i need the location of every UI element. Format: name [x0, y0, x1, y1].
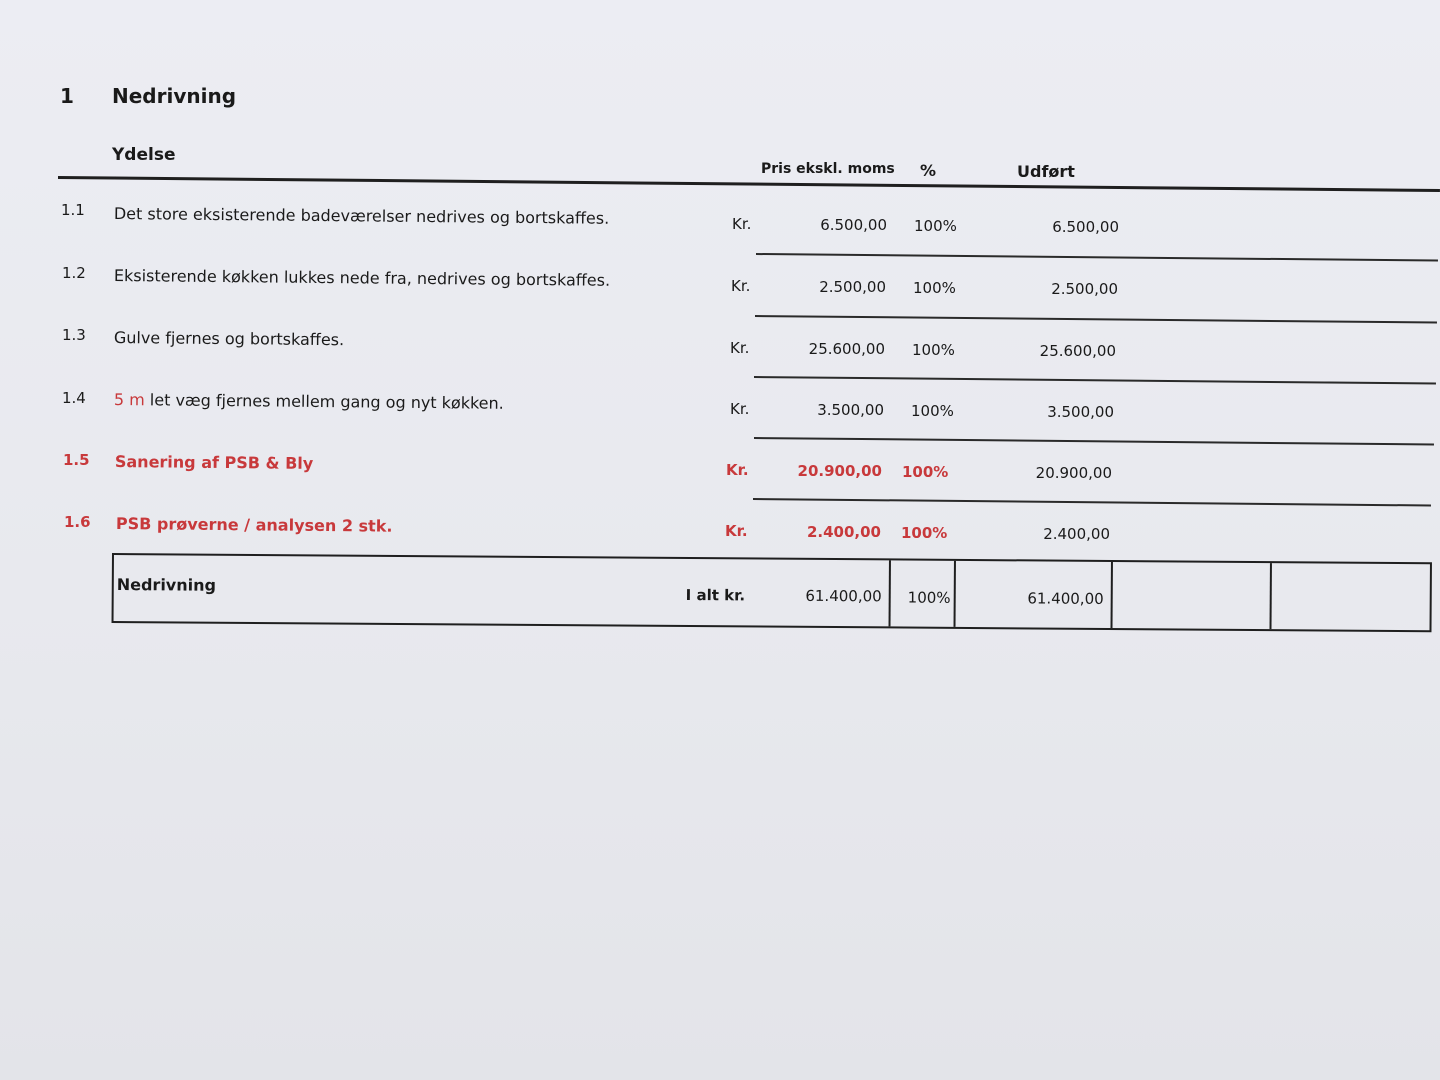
row-rule	[754, 437, 1434, 446]
row-description: Gulve fjernes og bortskaffes.	[113, 328, 345, 350]
row-price: 2.500,00	[819, 278, 886, 296]
section-number: 1	[60, 84, 74, 108]
row-kr: Kr.	[726, 461, 749, 479]
row-price: 2.400,00	[806, 523, 881, 541]
row-percent: 100%	[913, 279, 956, 297]
row-done: 2.400,00	[1043, 525, 1110, 543]
row-description-text: let væg fjernes mellem gang og nyt køkken.	[149, 390, 504, 413]
row-price: 6.500,00	[820, 216, 887, 234]
row-number: 1.4	[62, 389, 86, 407]
row-done: 2.500,00	[1051, 280, 1118, 298]
row-price: 3.500,00	[817, 401, 884, 419]
row-kr: Kr.	[732, 215, 752, 233]
total-price: 61.400,00	[805, 586, 882, 606]
row-kr: Kr.	[730, 400, 750, 418]
row-done: 25.600,00	[1039, 342, 1116, 360]
row-done: 20.900,00	[1035, 464, 1112, 482]
total-divider	[954, 561, 956, 627]
row-number: 1.2	[62, 264, 86, 282]
row-description: Eksisterende køkken lukkes nede fra, nedrives og bortskaffes.	[113, 266, 611, 290]
row-price: 20.900,00	[797, 462, 882, 480]
total-done: 61.400,00	[1027, 589, 1104, 608]
header-rule	[58, 176, 1440, 192]
total-kr-label: I alt kr.	[685, 586, 746, 605]
total-divider	[1269, 563, 1271, 629]
row-rule	[755, 315, 1437, 324]
row-percent: 100%	[911, 402, 954, 420]
row-number: 1.6	[64, 513, 91, 531]
row-kr: Kr.	[731, 277, 751, 295]
header-udfort: Udført	[1017, 162, 1075, 181]
row-rule	[756, 253, 1438, 262]
row-description: Det store eksisterende badeværelser nedrives og bortskaffes.	[113, 204, 610, 228]
row-description	[114, 390, 504, 413]
row-description: PSB prøverne / analysen 2 stk.	[115, 514, 393, 536]
header-ydelse: Ydelse	[112, 145, 176, 165]
row-number: 1.5	[63, 451, 90, 469]
total-label: Nedrivning	[116, 575, 217, 595]
row-kr: Kr.	[725, 522, 748, 540]
total-divider	[1111, 562, 1113, 628]
row-done: 6.500,00	[1052, 218, 1119, 236]
row-description: Sanering af PSB & Bly	[114, 452, 314, 473]
row-rule	[753, 498, 1431, 507]
row-rule	[754, 376, 1436, 385]
row-price: 25.600,00	[808, 340, 885, 358]
row-description-measure: 5 m	[113, 390, 145, 410]
total-percent: 100%	[907, 588, 951, 607]
row-percent: 100%	[902, 463, 949, 481]
row-number: 1.1	[61, 201, 85, 219]
row-percent: 100%	[901, 524, 948, 542]
row-percent: 100%	[912, 341, 955, 359]
section-title: Nedrivning	[112, 84, 237, 108]
row-kr: Kr.	[730, 339, 750, 357]
header-pris: Pris ekskl. moms	[761, 161, 895, 177]
header-percent: %	[920, 161, 937, 180]
total-row	[112, 553, 1432, 632]
row-number: 1.3	[62, 326, 86, 344]
row-percent: 100%	[914, 217, 957, 235]
row-done: 3.500,00	[1047, 403, 1114, 421]
total-divider	[889, 560, 891, 626]
